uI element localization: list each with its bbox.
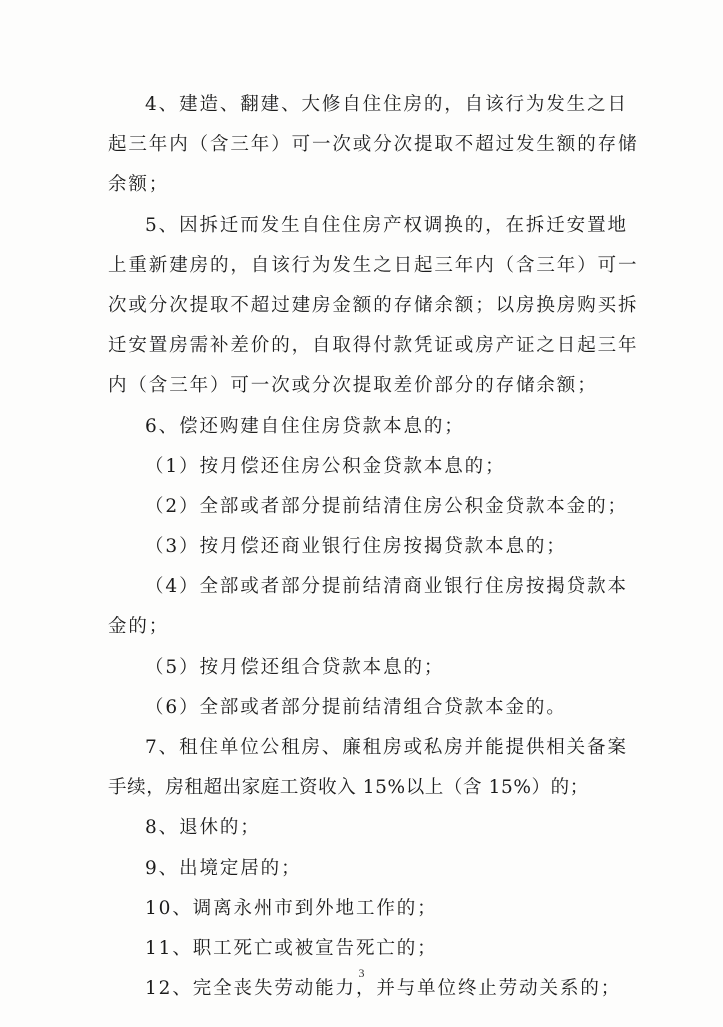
paragraph-item-5-line-4: 迁安置房需补差价的，自取得付款凭证或房产证之日起三年 [108,335,639,357]
paragraph-item-4-line-2: 起三年内（含三年）可一次或分次提取不超过发生额的存储 [108,134,639,156]
paragraph-item-4-line-3: 余额； [108,174,170,196]
sub-item-3: （3）按月偿还商业银行住房按揭贷款本息的； [145,536,567,558]
paragraph-item-5-line-3: 次或分次提取不超过建房金额的存储余额；以房换房购买拆 [108,294,639,316]
paragraph-item-8: 8、退休的； [145,817,261,839]
paragraph-item-11: 11、职工死亡或被宣告死亡的； [145,937,438,959]
paragraph-item-7-line-2: 手续，房租超出家庭工资收入 15%以上（含 15%）的； [108,777,589,799]
paragraph-item-5-line-5: 内（含三年）可一次或分次提取差价部分的存储余额； [108,375,598,397]
paragraph-item-5-line-1: 5、因拆迁而发生自住住房产权调换的，在拆迁安置地 [145,214,628,236]
paragraph-item-7-line-1: 7、租住单位公租房、廉租房或私房并能提供相关备案 [145,737,628,758]
sub-item-4-line-1: （4）全部或者部分提前结清商业银行住房按揭贷款本 [145,576,628,598]
paragraph-item-12: 12、完全丧失劳动能力，并与单位终止劳动关系的； [145,978,622,1000]
paragraph-item-5-line-2: 上重新建房的，自该行为发生之日起三年内（含三年）可一 [108,254,639,276]
body-text [108,85,648,1009]
paragraph-item-6: 6、偿还购建自住住房贷款本息的； [145,415,465,437]
sub-item-1: （1）按月偿还住房公积金贷款本息的； [145,455,506,477]
sub-item-5: （5）按月偿还组合贷款本息的； [145,656,445,678]
paragraph-item-9: 9、出境定居的； [145,857,302,879]
sub-item-6: （6）全部或者部分提前结清组合贷款本金的。 [145,696,567,718]
paragraph-item-4-line-1: 4、建造、翻建、大修自住住房的，自该行为发生之日 [145,94,628,115]
sub-item-4-line-2: 金的； [108,616,170,638]
paragraph-item-10: 10、调离永州市到外地工作的； [145,897,438,919]
sub-item-2: （2）全部或者部分提前结清住房公积金贷款本金的； [145,495,628,517]
page-number: 3 [358,966,365,980]
